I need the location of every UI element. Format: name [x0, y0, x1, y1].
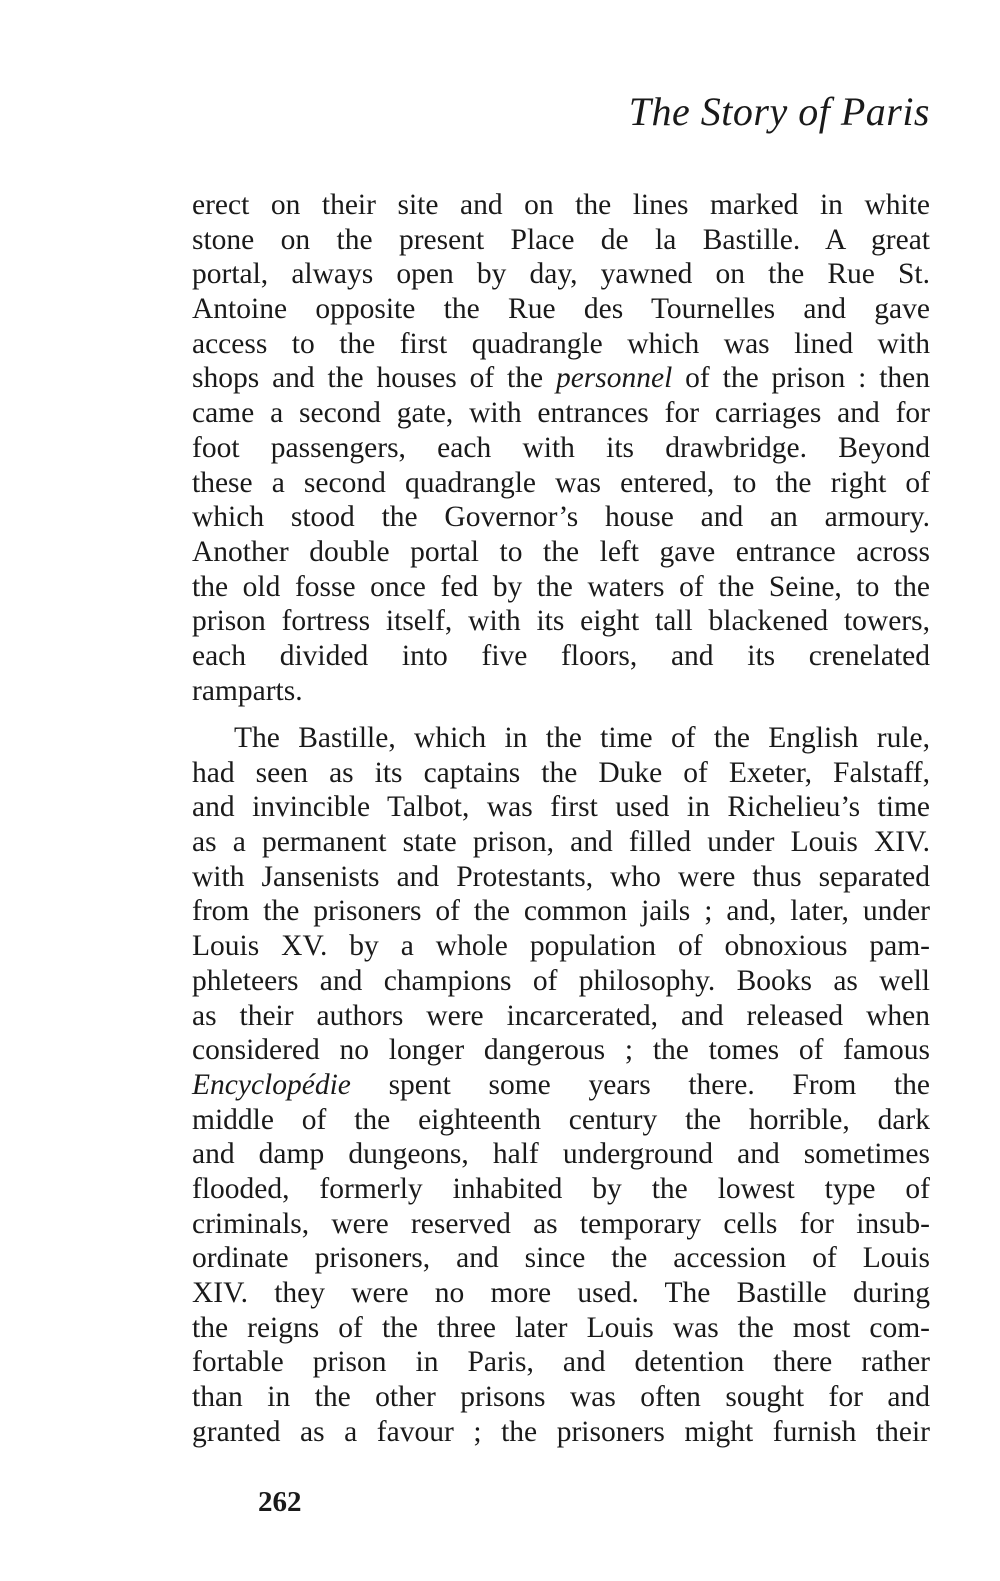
- text-line: as a permanent state prison, and filled under Louis XIV.: [192, 826, 930, 859]
- text-line: erect on their site and on the lines marked in white: [192, 189, 930, 221]
- text-line: Louis XV. by a whole population of obnoxious pam-: [192, 930, 930, 963]
- text-line: than in the other prisons was often sought for and: [192, 1381, 930, 1414]
- text-line: the reigns of the three later Louis was the most com-: [192, 1311, 930, 1344]
- text-line: foot passengers, each with its drawbridge. Beyond: [192, 431, 930, 464]
- text-line: shops and the houses of the personnel of the prison : then: [192, 362, 930, 395]
- text-line: Another double portal to the left gave entrance across: [192, 535, 930, 568]
- text-line: access to the first quadrangle which was lined with: [192, 327, 930, 360]
- text-line: the old fosse once fed by the waters of the Seine, to the: [192, 570, 930, 603]
- text-line: flooded, formerly inhabited by the lowest type of: [192, 1172, 930, 1205]
- paragraph: [192, 188, 930, 708]
- text-line: ordinate prisoners, and since the accession of Louis: [192, 1242, 930, 1275]
- paragraph: [192, 721, 930, 1449]
- text-line: prison fortress itself, with its eight tall blackened towers,: [192, 605, 930, 638]
- running-head-title: The Story of Paris: [628, 89, 930, 134]
- text-line: which stood the Governor’s house and an armoury.: [192, 501, 930, 534]
- text-line: criminals, were reserved as temporary cells for insub-: [192, 1207, 930, 1240]
- text-line: XIV. they were no more used. The Bastille during: [192, 1277, 930, 1309]
- text-line: granted as a favour ; the prisoners might furnish their: [192, 1415, 930, 1448]
- text-line: Encyclopédie spent some years there. From the: [192, 1068, 930, 1101]
- text-line: from the prisoners of the common jails ; and, later, under: [192, 895, 930, 928]
- text-line: had seen as its captains the Duke of Exeter, Falstaff,: [192, 756, 930, 789]
- text-line: each divided into five floors, and its crenelated: [192, 639, 930, 672]
- page-number: 262: [258, 1486, 302, 1518]
- text-line: and damp dungeons, half underground and sometimes: [192, 1138, 930, 1171]
- text-line: middle of the eighteenth century the horrible, dark: [192, 1103, 930, 1136]
- text-line: as their authors were incarcerated, and released when: [192, 999, 930, 1032]
- text-line: these a second quadrangle was entered, to the right of: [192, 466, 930, 499]
- text-line: with Jansenists and Protestants, who were thus separated: [192, 860, 930, 893]
- text-line: Antoine opposite the Rue des Tournelles and gave: [192, 293, 930, 326]
- text-line: considered no longer dangerous ; the tomes of famous: [192, 1034, 930, 1067]
- text-line: ramparts.: [192, 674, 303, 707]
- text-line: The Bastille, which in the time of the English rule,: [234, 722, 930, 754]
- text-line: portal, always open by day, yawned on the Rue St.: [192, 258, 930, 291]
- text-line: phleteers and champions of philosophy. Books as well: [192, 964, 930, 997]
- text-line: fortable prison in Paris, and detention there rather: [192, 1346, 930, 1379]
- text-line: and invincible Talbot, was first used in Richelieu’s time: [192, 791, 930, 824]
- text-line: came a second gate, with entrances for carriages and for: [192, 397, 930, 430]
- text-line: stone on the present Place de la Bastille. A great: [192, 223, 930, 256]
